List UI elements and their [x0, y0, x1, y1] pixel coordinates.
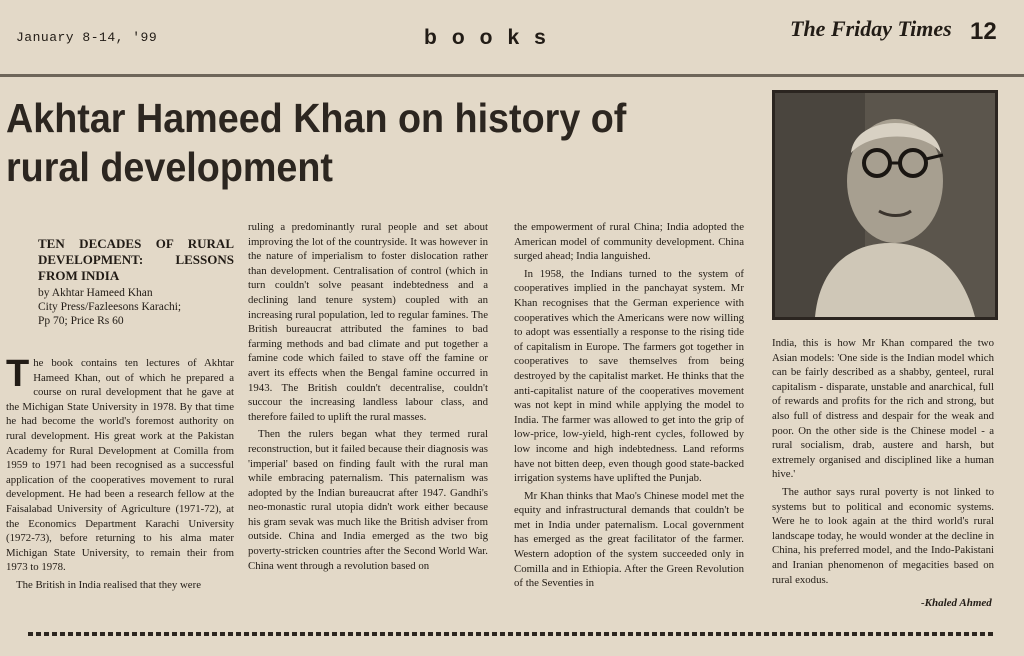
book-price: Pp 70; Price Rs 60: [38, 315, 124, 327]
article-paragraph: The book contains ten lectures of Akhtar Hameed Khan, out of which he prepared a course on rural development that he gave at the Michigan State University in 1978. By that time he had become the world's foremost authority on rural development. His great work at the Pakistan Academy for Rural Development at Comilla from 1959 to 1971 had been recognised as a successful application of the cooperatives movement to rural development. He had been a research fellow at the Faisalabad University of Agriculture (1971-72), at the Economics Department Karachi University (1972-73), before returning to his alma mater Michigan State University, to remain their from 1973 to 1978.: [6, 353, 234, 574]
article-paragraph: In 1958, the Indians turned to the system of cooperatives implied in the panchayat system. Mr Khan recognises that the German experience with cooperatives which the Americans were now willing to adopt was essentially a response to the rising tide of capitalism in Europe. The farmers got together in cooperatives to save themselves from being destroyed by the capitalist market. He thinks that the anti-capitalist nature of the cooperatives movement was not kept in mind while applying the model to India. The farmer was allowed to get into the grip of low-price, low-yield, high-rent cycles, followed by low income and high indebtedness. Land reforms have not bitten deep, even though good state-backed irrigation systems have uplifted the Punjab.: [514, 267, 744, 485]
article-column-1: [6, 236, 234, 596]
dotted-divider: [28, 632, 994, 636]
article-paragraph: Mr Khan thinks that Mao's Chinese model met the equity and infrastructural demands that couldn't be met in India under paternalism. Local government has emerged as the great facilitator of the farmer. Western adoption of the system succeeded only in Comilla and in Ethiopia. After the Green Revolution of the Seventies in: [514, 489, 744, 590]
book-publisher: City Press/Fazleesons Karachi;: [38, 301, 182, 313]
masthead: [0, 0, 1024, 77]
page-number: 12: [970, 18, 997, 45]
author-byline: -Khaled Ahmed: [921, 597, 992, 609]
drop-cap: T: [6, 353, 30, 395]
newspaper-logo: The Friday Times: [790, 16, 952, 41]
author-photo: [772, 90, 998, 320]
book-details: [38, 286, 234, 328]
article-paragraph: The British in India realised that they were: [16, 578, 201, 591]
section-title: books: [424, 26, 561, 49]
article-headline: Akhtar Hameed Khan on history of rural development: [6, 95, 627, 191]
book-author: by Akhtar Hameed Khan: [38, 287, 153, 299]
issue-date: January 8-14, '99: [16, 30, 158, 45]
article-paragraph: Then the rulers began what they termed rural reconstruction, but it failed because their diagnosis was 'imperial' based on finding fault with the rural man while embracing paternalism. This paternalism was adopted by the Indian bureaucrat after 1947. Gandhi's neo-monastic rural utopia didn't work either because his gram sevak was much like the British adviser from outside. China and India emerged as the two big poverty-stricken countries after the Second World War. China went through a revolution based on: [248, 428, 488, 572]
article-column-3: [514, 220, 744, 594]
article-column-2: [248, 220, 488, 576]
article-column-4: [772, 336, 994, 590]
article-paragraph: the empowerment of rural China; India adopted the American model of community development. China surged ahead; India languished.: [514, 221, 744, 263]
article-paragraph: The author says rural poverty is not linked to systems but to political and economic systems. Were he to look again at the third world's rural landscape today, he would wonder at the decline in China, his preferred model, and the Indo-Pakistani and Iranian phenomenon of megacities based on rural exodus.: [772, 485, 994, 586]
article-paragraph: India, this is how Mr Khan compared the two Asian models: 'One side is the Indian model which can be fairly described as a shabby, genteel, rural capitalism - disparate, unstable and anarchical, full of rewards and profits for the rich and strong, but also full of distress and despair for the weak and poor. On the other side is the Chinese model - a rural socialism, drab, austere and harsh, but extremely organised and disciplined like a human hive.': [772, 337, 994, 481]
portrait-image: [775, 93, 995, 317]
article-paragraph: ruling a predominantly rural people and set about improving the lot of the countryside. It was however in the nature of imperialism to foster dislocation rather than development. Centralisation of control (which in turn couldn't solve peasant indebtedness and a declining land tenure system) coupled with an increasing rural population, led to regular famines. The British bureaucrat attributed the famines to bad farming methods and bad climate and put together a famine code which failed to stave off the famine or avert its effects when the Bengal famine occurred in 1943. The British couldn't decentralise, couldn't succour the increasing landless labour class, and therefore failed to uplift the rural masses.: [248, 221, 488, 423]
book-title: TEN DECADES OF RURAL DEVELOPMENT: LESSONS FROM INDIA: [38, 236, 234, 283]
